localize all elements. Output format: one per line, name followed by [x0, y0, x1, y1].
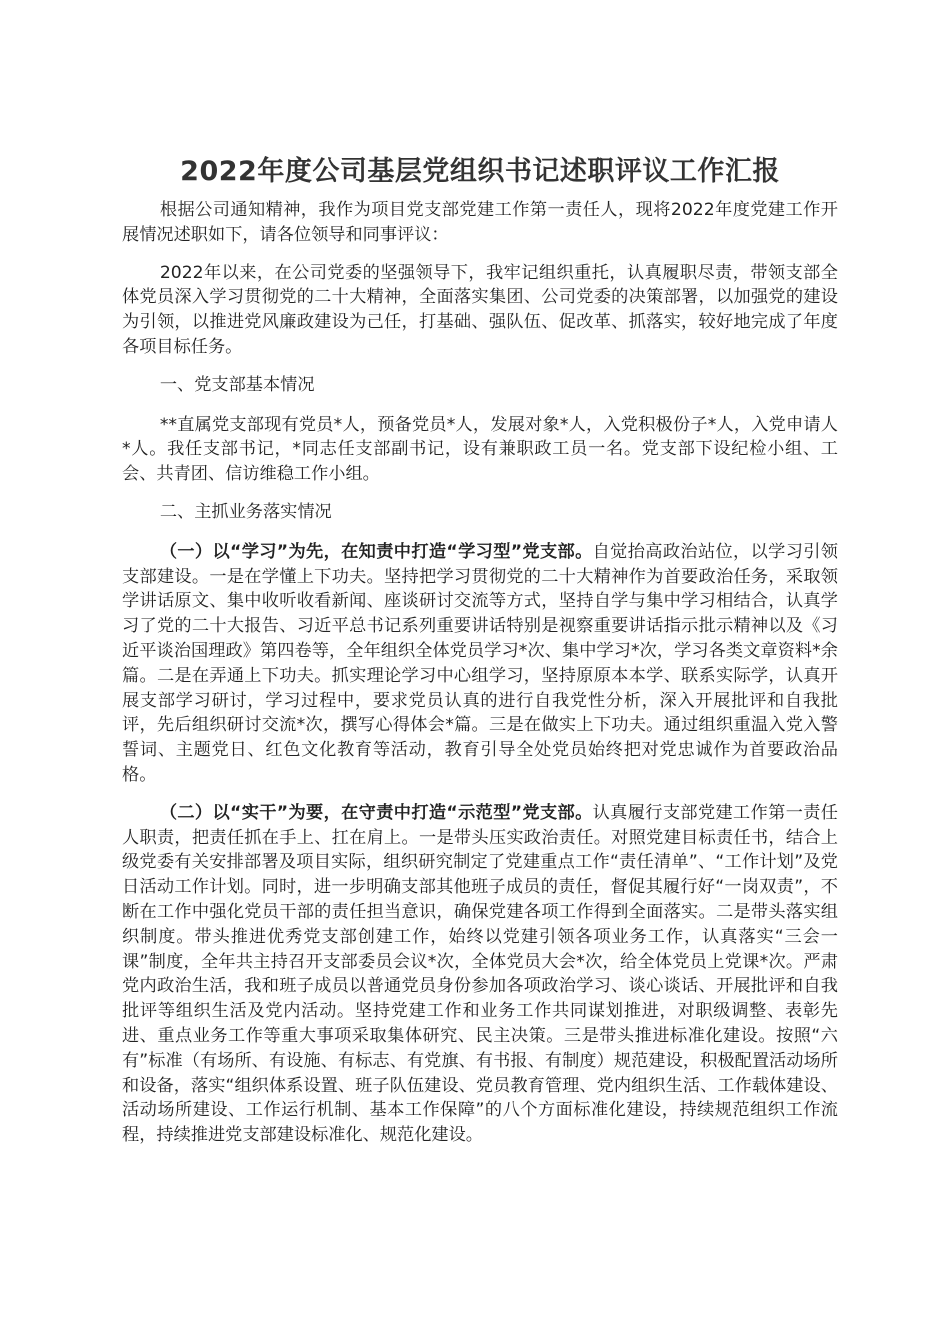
practice-paragraph [122, 801, 838, 1148]
practice-lead: （二）以“实干”为要，在守责中打造“示范型”党支部。 [159, 802, 593, 823]
section-heading-basic-info: 一、党支部基本情况 [159, 374, 315, 395]
document-page [122, 150, 838, 1161]
study-body: 自觉抬高政治站位，以学习引领支部建设。一是在学懂上下功夫。坚持把学习贯彻党的二十大精神作为首要政治任务，采取领学讲话原文、集中收听收看新闻、座谈研讨交流等方式，坚持自学与集中学习相结合，认真学习了党的二十大报告、习近平总书记系列重要讲话特别是视察重要讲话指示批示精神以及《习近平谈治国理政》第四卷等，全年组织全体党员学习*次、集中学习*次，学习各类文章资料*余篇。二是在弄通上下功夫。抓实理论学习中心组学习，坚持原原本本学、联系实际学，认真开展支部学习研讨，学习过程中，要求党员认真的进行自我党性分析，深入开展批评和自我批评，先后组织研讨交流*次，撰写心得体会*篇。三是在做实上下功夫。通过组织重温入党入警誓词、主题党日、红色文化教育等活动，教育引导全处党员始终把对党忠诚作为首要政治品格。 [122, 541, 838, 785]
intro-paragraph: 根据公司通知精神，我作为项目党支部党建工作第一责任人，现将2022年度党建工作开展情况述职如下，请各位领导和同事评议： [122, 200, 838, 245]
study-paragraph [122, 540, 838, 788]
overview-paragraph: 2022年以来，在公司党委的坚强领导下，我牢记组织重托，认真履职尽责，带领支部全体党员深入学习贯彻党的二十大精神，全面落实集团、公司党委的决策部署，以加强党的建设为引领，以推进党风廉政建设为己任，打基础、强队伍、促改革、抓落实，较好地完成了年度各项目标任务。 [122, 262, 838, 357]
basic-info-paragraph: **直属党支部现有党员*人，预备党员*人，发展对象*人，入党积极份子*人，入党申请人*人。我任支部书记，*同志任支部副书记，设有兼职政工员一名。党支部下设纪检小组、工会、共青团、信访维稳工作小组。 [122, 414, 838, 485]
document-title: 2022年度公司基层党组织书记述职评议工作汇报 [180, 156, 780, 187]
practice-body: 认真履行支部党建工作第一责任人职责，把责任抓在手上、扛在肩上。一是带头压实政治责任。对照党建目标责任书，结合上级党委有关安排部署及项目实际，组织研究制定了党建重点工作“责任清单”、“工作计划”及党日活动工作计划。同时，进一步明确支部其他班子成员的责任，督促其履行好“一岗双责”，不断在工作中强化党员干部的责任担当意识，确保党建各项工作得到全面落实。二是带头落实组织制度。带头推进优秀党支部创建工作，始终以党建引领各项业务工作，认真落实“三会一课”制度，全年共主持召开支部委员会议*次，全体党员大会*次，给全体党员上党课*次。严肃党内政治生活，我和班子成员以普通党员身份参加各项政治学习、谈心谈话、开展批评和自我批评等组织生活及党内活动。坚持党建工作和业务工作共同谋划推进，对职级调整、表彰先进、重点业务工作等重大事项采取集体研究、民主决策。三是带头推进标准化建设。按照“六有”标准（有场所、有设施、有标志、有党旗、有书报、有制度）规范建设，积极配置活动场所和设备，落实“组织体系设置、班子队伍建设、党员教育管理、党内组织生活、工作载体建设、活动场所建设、工作运行机制、基本工作保障”的八个方面标准化建设，持续规范组织工作流程，持续推进党支部建设标准化、规范化建设。 [122, 802, 838, 1146]
study-lead: （一）以“学习”为先，在知责中打造“学习型”党支部。 [159, 541, 593, 562]
section-heading-business: 二、主抓业务落实情况 [159, 501, 332, 522]
